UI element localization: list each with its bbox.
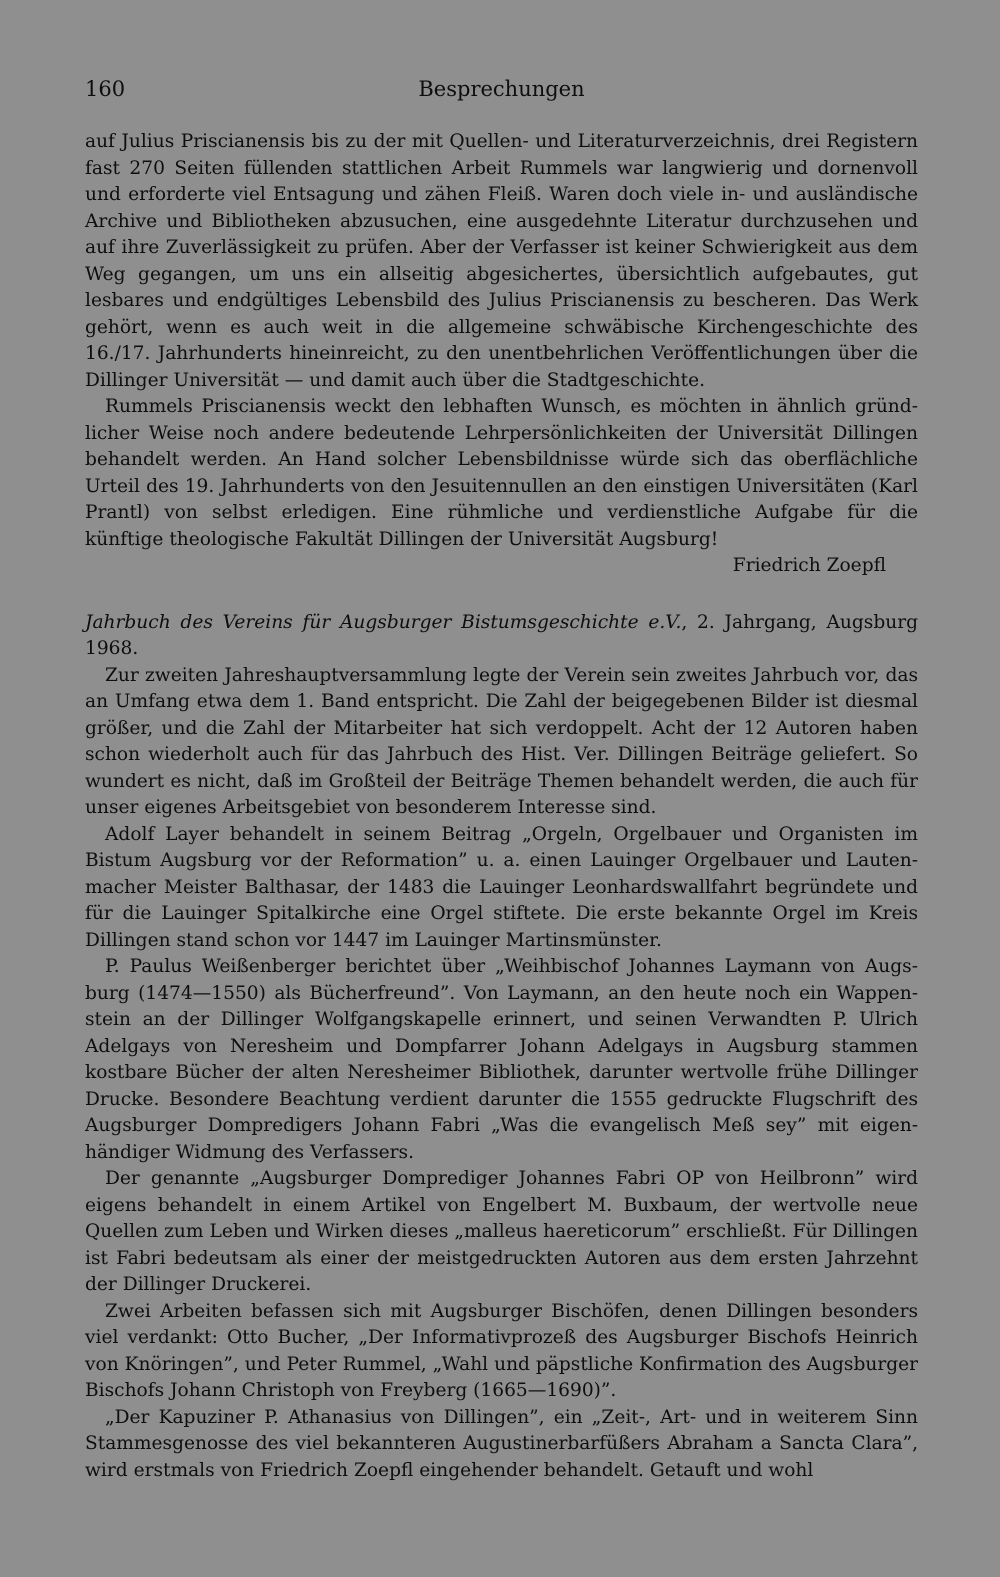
- document-page: [85, 72, 918, 1484]
- body-text: [85, 129, 918, 1484]
- paragraph: Zur zweiten Jahreshauptversammlung legte der Verein sein zweites Jahrbuch vor, das an Umfang etwa dem 1. Band entspricht. Die Zahl der beigegebenen Bilder ist diesmal größer, und die Zahl der Mitarbeiter hat sich verdoppelt. Acht der 12 Autoren haben schon wiederholt auch für das Jahrbuch des Hist. Ver. Dillingen Beiträge geliefert. So wundert es nicht, daß im Großteil der Beiträge Themen behandelt werden, die auch für unser eigenes Arbeitsgebiet von besonderem Interesse sind.: [85, 664, 918, 818]
- section-title: Besprechungen: [418, 77, 585, 101]
- paragraph: Rummels Priscianensis weckt den lebhaften Wunsch, es möchten in ähnlich gründlicher Weise noch andere bedeutende Lehrpersönlichkeiten der Universität Dillingen behandelt werden. An Hand solcher Lebensbildnisse würde sich das oberflächliche Urteil des 19. Jahrhunderts von den Jesuitennullen an den einstigen Universitäten (Karl Prantl) von selbst erledigen. Eine rühmliche und verdienstliche Aufgabe für die künftige theologische Fakultät Dillingen der Universität Augsburg!: [85, 396, 918, 550]
- review-heading: [85, 610, 918, 663]
- book-title: Jahrbuch des Vereins für Augsburger Bistumsgeschichte e.V.: [85, 611, 682, 633]
- paragraph: Der genannte „Augsburger Domprediger Johannes Fabri OP von Heilbronn” wird eigens behandelt in einem Artikel von Engelbert M. Buxbaum, der wertvolle neue Quellen zum Leben und Wirken dieses „malleus haereticorum” erschließt. Für Dillingen ist Fabri bedeutsam als einer der meistgedruckten Autoren aus dem ersten Jahrzehnt der Dillinger Druckerei.: [85, 1168, 918, 1295]
- running-head: [85, 72, 918, 106]
- page-number: 160: [85, 77, 126, 101]
- reviewer-signature: Friedrich Zoepfl: [732, 555, 886, 576]
- paragraph: Zwei Arbeiten befassen sich mit Augsburger Bischöfen, denen Dillingen besonders viel verdankt: Otto Bucher, „Der Informativprozeß des Augsburger Bischofs Heinrich von Knöringen”, und Peter Rummel, „Wahl und päpstliche Konfirmation des Augsburger Bischofs Johann Christoph von Freyberg (1665—1690)”.: [85, 1300, 918, 1401]
- paragraph: Adolf Layer behandelt in seinem Beitrag „Orgeln, Orgelbauer und Organisten im Bistum Augsburg vor der Reformation” u. a. einen Lauinger Orgelbauer und Lautenmacher Meister Balthasar, der 1483 die Lauinger Leonhardswallfahrt begründete und für die Lauinger Spitalkirche eine Orgel stiftete. Die erste bekannte Orgel im Kreis Dillingen stand schon vor 1447 im Lauinger Martinsmünster.: [85, 823, 918, 951]
- paragraph: „Der Kapuziner P. Athanasius von Dillingen”, ein „Zeit-, Art- und in weiterem Sinn Stammesgenosse des viel bekannteren Augustinerbarfüßers Abraham a Sancta Clara”, wird erstmals von Friedrich Zoepfl eingehender behandelt. Getauft und wohl: [85, 1406, 918, 1481]
- paragraph: P. Paulus Weißenberger berichtet über „Weihbischof Johannes Laymann von Augsburg (1474—1550) als Bücherfreund”. Von Laymann, an den heute noch ein Wappenstein an der Dillinger Wolfgangskapelle erinnert, und seinen Verwandten P. Ulrich Adelgays von Neresheim und Dompfarrer Johann Adelgays in Augsburg stammen kostbare Bücher der alten Neresheimer Bibliothek, darunter wertvolle frühe Dillinger Drucke. Besondere Beachtung verdient darunter die 1555 gedruckte Flugschrift des Augsburger Dompredigers Johann Fabri „Was die evangelisch Meß sey” mit eigenhändiger Widmung des Verfassers.: [85, 956, 918, 1163]
- book-details: , 2. Jahrgang, Augsburg 1968.: [85, 611, 918, 659]
- paragraph: auf Julius Priscianensis bis zu der mit Quellen- und Literaturverzeichnis, drei Registern fast 270 Seiten füllenden stattlichen Arbeit Rummels war langwierig und dornenvoll und erforderte viel Entsagung und zähen Fleiß. Waren doch viele in- und ausländische Archive und Bibliotheken abzusuchen, eine ausgedehnte Literatur durchzusehen und auf ihre Zuverlässigkeit zu prüfen. Aber der Verfasser ist keiner Schwierigkeit aus dem Weg gegangen, um uns ein allseitig abgesichertes, übersichtlich aufgebautes, gut lesbares und endgültiges Lebensbild des Julius Priscianensis zu bescheren. Das Werk gehört, wenn es auch weit in die allgemeine schwäbische Kirchengeschichte des 16./17. Jahrhunderts hineinreicht, zu den unentbehrlichen Veröffentlichungen über die Dillinger Universität — und damit auch über die Stadtgeschichte.: [85, 131, 918, 391]
